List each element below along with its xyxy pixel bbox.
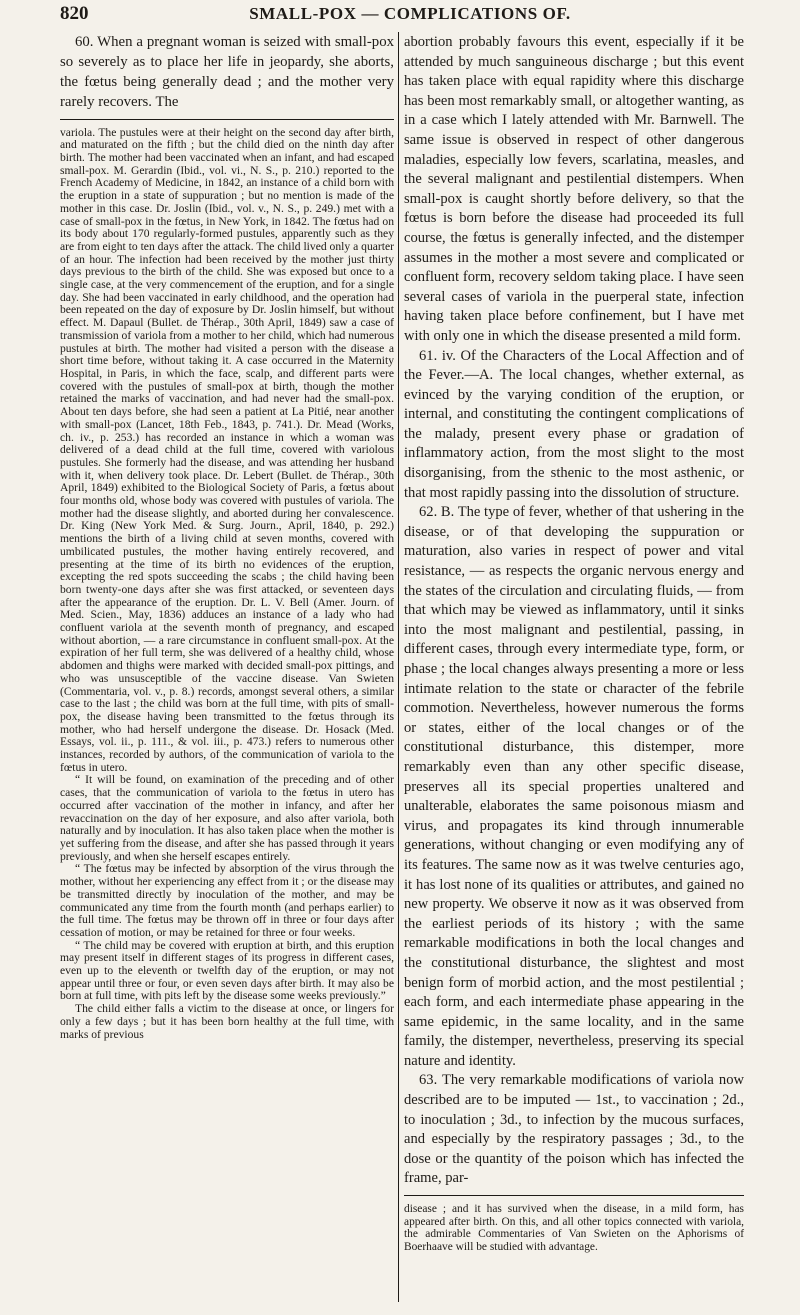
footnote-paragraph: variola. The pustules were at their height on the second day after birth, and maturated on the fifth ; but the child died on the ninth day after birth. The mother had been vaccinated when an infant, and had escaped small-pox. M. Gerardin (Ibid., vol. vi., N. S., p. 210.) reported to the French Academy of Medicine, in 1842, an instance of a child born with the eruption in a state of suppuration ; but no mention is made of the mother in this case. Dr. Joslin (Ibid., vol. v., N. S., p. 249.) met with a case of small-pox in the fœtus, in New York, in 1842. The fœtus had on its body about 170 regularly-formed pustules, apparently such as they are from eight to ten days after the attack. The child lived only a quarter of an hour. The infection had been received by the mother just thirty days previous to the birth of the child. She was exposed but once to a single case, at the very commencement of the eruption, and for a single day. She had been vaccinated in early childhood, and the operation had been repeated on the day of exposure by Dr. Joslin himself, but without effect. M. Dapaul (Bullet. de Thérap., 30th April, 1849) saw a case of transmission of variola from a mother to her child, which had numerous pustules at birth. The mother had visited a person with the disease a short time before, without taking it. A case occurred in the Maternity Hospital, in Paris, in which the face, scalp, and different parts were covered with the pustules of small-pox at birth, though the mother retained the marks of vaccination, and had never had the small-pox. About ten days before, she had seen a patient at La Pitié, near another with small-pox (Lancet, 18th Feb., 1843, p. 741.). Dr. Mead (Works, ch. iv., p. 253.) has recorded an instance in which a woman was delivered of a dead child at the full time, covered with variolous pustules. She formerly had the disease, and was attending her husband with it, when delivery took place. Dr. Lebert (Bullet. de Thérap., 30th April, 1849) exhibited to the Biological Society of Paris, a fœtus about four months old, whose body was covered with pustules of variola. The mother had the disease slightly, and aborted during her convalescence. Dr. King (New York Med. & Surg. Journ., April, 1840, p. 292.) mentions the birth of a living child at seven months, covered with umbilicated pustules, the mother having entirely recovered, and presenting at the time of its birth no evidences of the eruption, excepting the red spots succeeding the scabs ; the child having been born twenty-one days after she was first attacked, or seventeen days after the appearance of the eruption. Dr. L. V. Bell (Amer. Journ. of Med. Scien., May, 1836) adduces an instance of a lady who had confluent variola at the seventh month of pregnancy, and escaped without abortion, — a rare circumstance in confluent small-pox. At the expiration of her full term, she was delivered of a healthy child, whose abdomen and thighs were marked with decided small-pox pittings, and who was unsusceptible of the vaccine disease. Van Swieten (Commentaria, vol. v., p. 8.) records, amongst several others, a similar case to the last ; the child was born at the full time, with pits of small-pox, the disease having been transmitted to the fœtus through its mother, who had herself undergone the disease. Dr. Hosack (Med. Essays, vol. ii., p. 111., & vol. iii., p. 473.) refers to numerous other instances, recorded by authors, of the communication of variola to the fœtus in utero. <box>60 125 394 774</box>
right-column <box>404 33 744 1253</box>
running-header <box>60 0 760 26</box>
footnote-continued: disease ; and it has survived when the disease, in a mild form, has appeared after birth. On this, and all other topics connected with variola, the admirable Commentaries of Van Swieten on the Aphorisms of Boerhaave will be studied with advantage. <box>404 1203 744 1253</box>
footnote-paragraph: The child either falls a victim to the disease at once, or lingers for only a few days ; but it has been born healthy at the full time, with marks of previous <box>60 1002 394 1041</box>
footnote-paragraph: “ The child may be covered with eruption at birth, and this eruption may present itself in different stages of its progress in different cases, even up to the eleventh or twelfth day of the eruption, or may not appear until three or four, or even seven days after birth. It may also be born at full time, with pits left by the disease some weeks previously.” <box>60 938 394 1003</box>
running-title: SMALL-POX — COMPLICATIONS OF. <box>249 4 571 23</box>
paragraph-61: 61. iv. Of the Characters of the Local Affection and of the Fever.—A. The local changes, whether external, as evinced by the varying condition of the eruption, or internal, and constituting the contingent complications of the malady, present every phase or gradation of inflammatory action, from the most slight to the most disorganising, from the sthenic to the most asthenic, or that most rapidly passing into the dissolution of structure. <box>404 347 744 501</box>
footnote-paragraph: “ It will be found, on examination of the preceding and of other cases, that the communication of variola to the fœtus in utero has occurred after vaccination of the mother in infancy, and after her revaccination on the day of her exposure, and also after variola, both naturally and by inoculation. It has also taken place when the mother is yet suffering from the disease, and after she has passed through it years previously, and when she herself escapes entirely. <box>60 773 394 863</box>
footnote-rule <box>404 1195 744 1196</box>
left-column <box>60 33 394 1041</box>
footnote-rule <box>60 119 394 120</box>
page-number: 820 <box>60 3 89 24</box>
column-divider <box>398 32 399 1302</box>
paragraph-63: 63. The very remarkable modifications of variola now described are to be imputed — 1st., to vaccination ; 2d., to inoculation ; 3d., to infection by the mucous surfaces, and especially by the respiratory passages ; 3d., to the dose or the quantity of the poison which has infected the frame, par- <box>404 1072 744 1187</box>
paragraph-60-continued: abortion probably favours this event, especially if it be attended by much sanguineous discharge ; but this event has taken place with equal rapidity where this discharge has been most remarkably small, or altogether wanting, as in a case which I lately attended with Mr. Barnwell. The same issue is observed in respect of other dangerous maladies, especially low fevers, scarlatina, measles, and the several malignant and pestilential distempers. When small-pox is caught shortly before delivery, so that the fœtus is born before the disease had proceeded its full course, the fœtus is generally infected, and the distemper assumes in the mother a most severe and complicated or confluent form, recovery seldom taking place. I have seen several cases of variola in the puerperal state, infection having taken place before confinement, but I have met with only one in which the disease presented a mild form. <box>404 34 744 344</box>
paragraph-62: 62. B. The type of fever, whether of that ushering in the disease, or of that developing the suppuration or maturation, also varies in respect of power and vital resistance, — as respects the organic nervous energy and the states of the circulation and circulating fluids, — from that which may be viewed as inflammatory, until it sinks into the most malignant and pestilential, passing, in different cases, through every intermediate type, form, or phase ; the local changes always presenting a more or less intimate relation to the state or character of the febrile commotion. Nevertheless, however numerous the forms or states, either of the local changes or of the constitutional disturbance, this distemper, more remarkably even than any other specific disease, preserves all its special properties unaltered and unalterable, elaborates the same poisonous miasm and virus, and propagates its kind through innumerable generations, without changing or even modifying any of its features. The same now as it was twelve centuries ago, it has lost none of its qualities or attributes, and gained no new property. We observe it now as it was observed from the earliest periods of its history ; with the same remarkable modifications in both the local changes and the constitutional disturbance, the slightest and most benign form of morbid action, and the most pestilential ; each form, and each intermediate phase appearing in the same epidemic, in the same locality, and in the same family, the distemper, nevertheless, preserving its special nature and identity. <box>404 504 744 1069</box>
footnote-paragraph: “ The fœtus may be infected by absorption of the virus through the mother, without her experiencing any effect from it ; or the disease may be transmitted directly by inoculation of the mother, and may be communicated any time from the fourth month (and perhaps earlier) to the full time. The fœtus may be thrown off in three or four days after cessation of motion, or may be retained for three or four weeks. <box>60 862 394 939</box>
paragraph-60: 60. When a pregnant woman is seized with small-pox so severely as to place her life in jeopardy, she aborts, the fœtus being generally dead ; and the mother very rarely recovers. The <box>60 34 394 110</box>
